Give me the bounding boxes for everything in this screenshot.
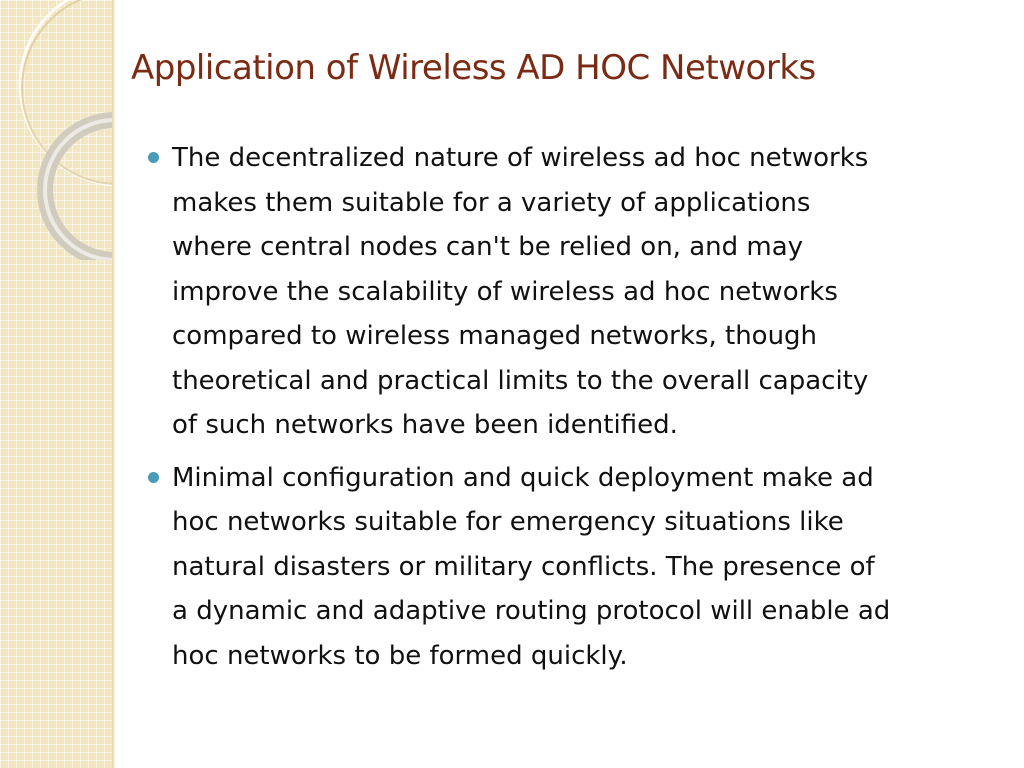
side-band-edge [112, 0, 116, 768]
slide-title: Application of Wireless AD HOC Networks [131, 48, 816, 88]
bullet-dot-icon [148, 472, 159, 483]
bullet-item [148, 456, 998, 679]
bullet-list [148, 136, 998, 686]
bullet-text: Minimal configuration and quick deployment make ad hoc networks suitable for emergency situations like natural disasters or military conflicts. The presence of a dynamic and adaptive routing protocol will enable ad hoc networks to be formed quickly. [172, 462, 891, 671]
bullet-dot-icon [148, 152, 159, 163]
bullet-text: The decentralized nature of wireless ad hoc networks makes them suitable for a variety of applications where central nodes can't be relied on, and may improve the scalability of wireless ad hoc networks compared to wireless managed networks, though theoretical and practical limits to the overall capacity of such networks have been identified. [172, 143, 869, 440]
bullet-item [148, 136, 998, 448]
decorative-rings-graphic [0, 0, 112, 260]
decorative-side-band [0, 0, 112, 768]
